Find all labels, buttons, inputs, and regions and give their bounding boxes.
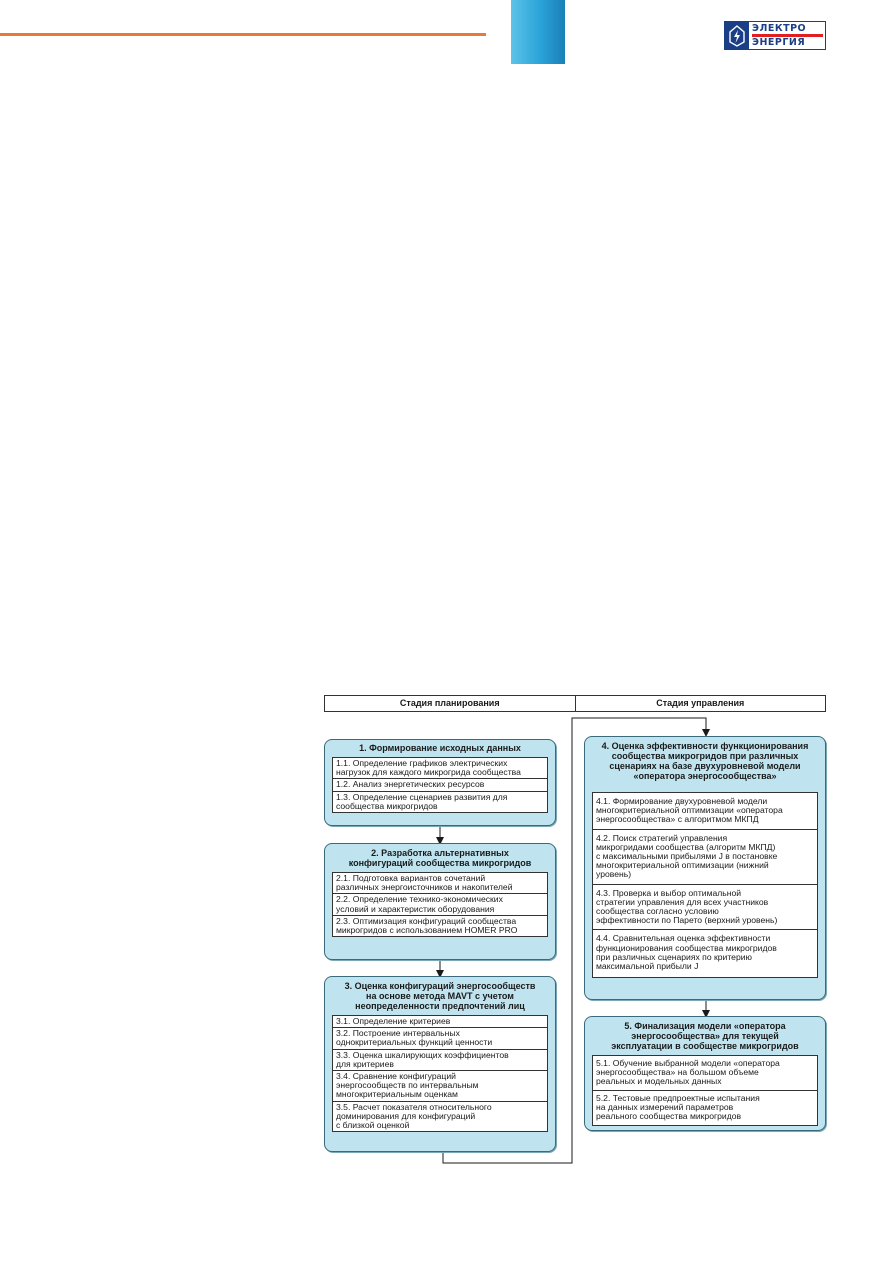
block-5-items bbox=[592, 1055, 818, 1126]
block-5-model-finalization bbox=[584, 1016, 826, 1131]
block-4-efficiency-evaluation bbox=[584, 736, 826, 1000]
item-1-2: 1.2. Анализ энергетических ресурсов bbox=[333, 778, 547, 790]
block-4-title: 4. Оценка эффективности функционирования сообщества микрогридов при различных сценариях на базе двухуровневой модели «оператора энергосообщества» bbox=[601, 741, 809, 781]
item-1-1: 1.1. Определение графиков электрических нагрузок для каждого микрогрида сообщества bbox=[336, 758, 521, 778]
item-3-1: 3.1. Определение критериев bbox=[336, 1016, 451, 1026]
stage-planning-label: Стадия планирования bbox=[399, 698, 500, 708]
item-1-3: 1.3. Определение сценариев развития для сообщества микрогридов bbox=[333, 791, 547, 812]
block-2-items bbox=[332, 872, 548, 937]
block-1-items bbox=[332, 757, 548, 813]
stage-header-bar bbox=[324, 695, 826, 712]
item-2-1: 2.1. Подготовка вариантов сочетаний различных энергоисточников и накопителей bbox=[336, 873, 513, 893]
item-4-3: 4.3. Проверка и выбор оптимальной стратегии управления для всех участников сообщества согласно условию эффективности по Парето (верхний уровень) bbox=[593, 884, 817, 930]
block-3-config-evaluation bbox=[324, 976, 556, 1152]
item-3-2: 3.2. Построение интервальных однокритериальных функций ценности bbox=[333, 1027, 547, 1048]
block-3-title: 3. Оценка конфигураций энергосообществ на основе метода MAVT с учетом неопределенности предпочтений лиц bbox=[344, 981, 536, 1011]
item-3-3: 3.3. Оценка шкалирующих коэффициентов для критериев bbox=[333, 1049, 547, 1070]
item-3-5: 3.5. Расчет показателя относительного доминирования для конфигураций с близкой оценкой bbox=[333, 1101, 547, 1132]
block-5-title: 5. Финализация модели «оператора энергосообщества» для текущей эксплуатации в сообществе микрогридов bbox=[611, 1021, 799, 1051]
item-2-2: 2.2. Определение технико-экономических условий и характеристик оборудования bbox=[333, 893, 547, 914]
item-4-2: 4.2. Поиск стратегий управления микрогридами сообщества (алгоритм МКПД) с максимальными прибылями J в постановке многокритериальной оптимизации (нижний уровень) bbox=[593, 829, 817, 884]
block-2-title: 2. Разработка альтернативных конфигураций сообщества микрогридов bbox=[348, 848, 532, 868]
block-1-title: 1. Формирование исходных данных bbox=[359, 743, 521, 753]
block-1-initial-data bbox=[324, 739, 556, 826]
item-3-4: 3.4. Сравнение конфигураций энергосообществ по интервальным многокритериальным оценкам bbox=[333, 1070, 547, 1101]
item-5-2: 5.2. Тестовые предпроектные испытания на данных измерений параметров реального сообщества микрогридов bbox=[593, 1090, 817, 1126]
item-4-1: 4.1. Формирование двухуровневой модели многокритериальной оптимизации «оператора энергосообщества» с алгоритмом МКПД bbox=[596, 796, 783, 825]
stage-management-label: Стадия управления bbox=[575, 696, 826, 711]
item-2-3: 2.3. Оптимизация конфигураций сообщества микрогридов с использованием HOMER PRO bbox=[333, 915, 547, 936]
logo-line1: ЭЛЕКТРО bbox=[752, 22, 807, 34]
block-2-alternative-configs bbox=[324, 843, 556, 960]
item-5-1: 5.1. Обучение выбранной модели «оператора энергосообщества» на большом объеме реальных и модельных данных bbox=[596, 1058, 780, 1087]
block-4-items bbox=[592, 792, 818, 978]
block-3-items bbox=[332, 1015, 548, 1132]
logo-line2: ЭНЕРГИЯ bbox=[752, 37, 806, 48]
item-4-4: 4.4. Сравнительная оценка эффективности функционирования сообщества микрогридов при различных сценариях по критерию максимальной прибыли J bbox=[593, 929, 817, 977]
